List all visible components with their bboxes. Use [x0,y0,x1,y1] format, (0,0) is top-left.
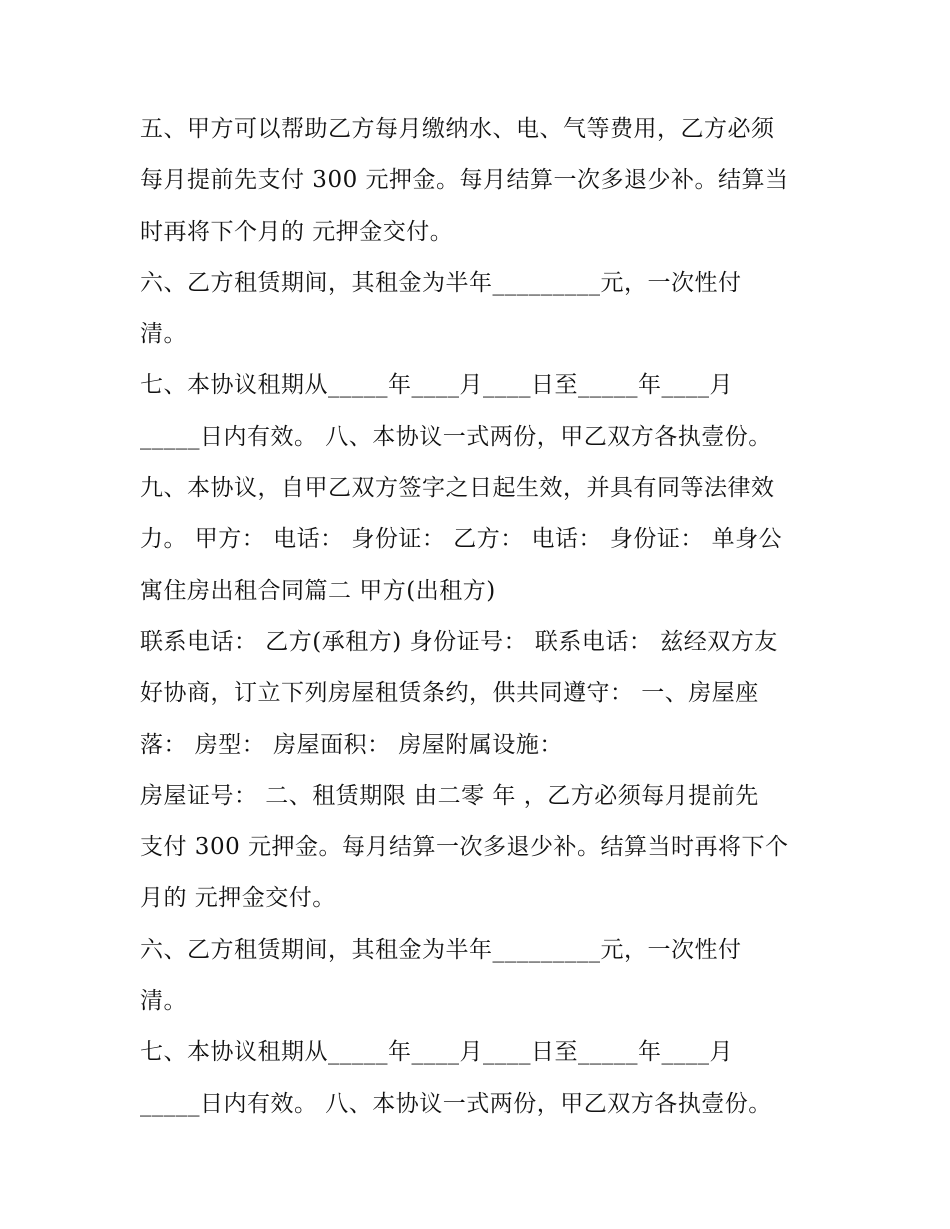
text-line: 房屋证号： 二、租赁期限 由二零 年 ，乙方必须每月提前先 [140,782,759,809]
text-line: 五、甲方可以帮助乙方每月缴纳水、电、气等费用，乙方必须 [140,116,775,142]
text-line: 寓住房出租合同篇二 甲方(出租方) [140,577,496,604]
text-line: 清。 [140,321,187,348]
contract-text [140,104,840,1130]
text-line: 九、本协议，自甲乙双方签字之日起生效，并具有同等法律效 [140,475,775,502]
text-line: 时再将下个月的 元押金交付。 [140,218,454,245]
text-line: 清。 [140,988,187,1015]
text-line: 好协商，订立下列房屋租赁条约，供共同遵守： 一、房屋座 [140,680,759,707]
text-line: 支付 300 元押金。每月结算一次多退少补。结算当时再将下个 [140,834,789,861]
text-line: _____日内有效。 八、本协议一式两份，甲乙双方各执壹份。 [140,423,772,450]
text-line: 六、乙方租赁期间，其租金为半年_________元，一次性付 [140,936,742,963]
text-line: 落： 房型： 房屋面积： 房屋附属设施： [140,731,563,758]
text-line: 六、乙方租赁期间，其租金为半年_________元，一次性付 [140,269,742,296]
text-line: 七、本协议租期从_____年____月____日至_____年____月 [140,372,733,399]
text-line: 力。 甲方： 电话： 身份证： 乙方： 电话： 身份证： 单身公 [140,526,783,553]
text-line: 七、本协议租期从_____年____月____日至_____年____月 [140,1039,733,1066]
text-line: _____日内有效。 八、本协议一式两份，甲乙双方各执壹份。 [140,1090,772,1117]
text-line: 月的 元押金交付。 [140,885,336,912]
text-line: 每月提前先支付 300 元押金。每月结算一次多退少补。结算当 [140,167,789,194]
text-line: 联系电话： 乙方(承租方) 身份证号： 联系电话： 兹经双方友 [140,628,778,655]
